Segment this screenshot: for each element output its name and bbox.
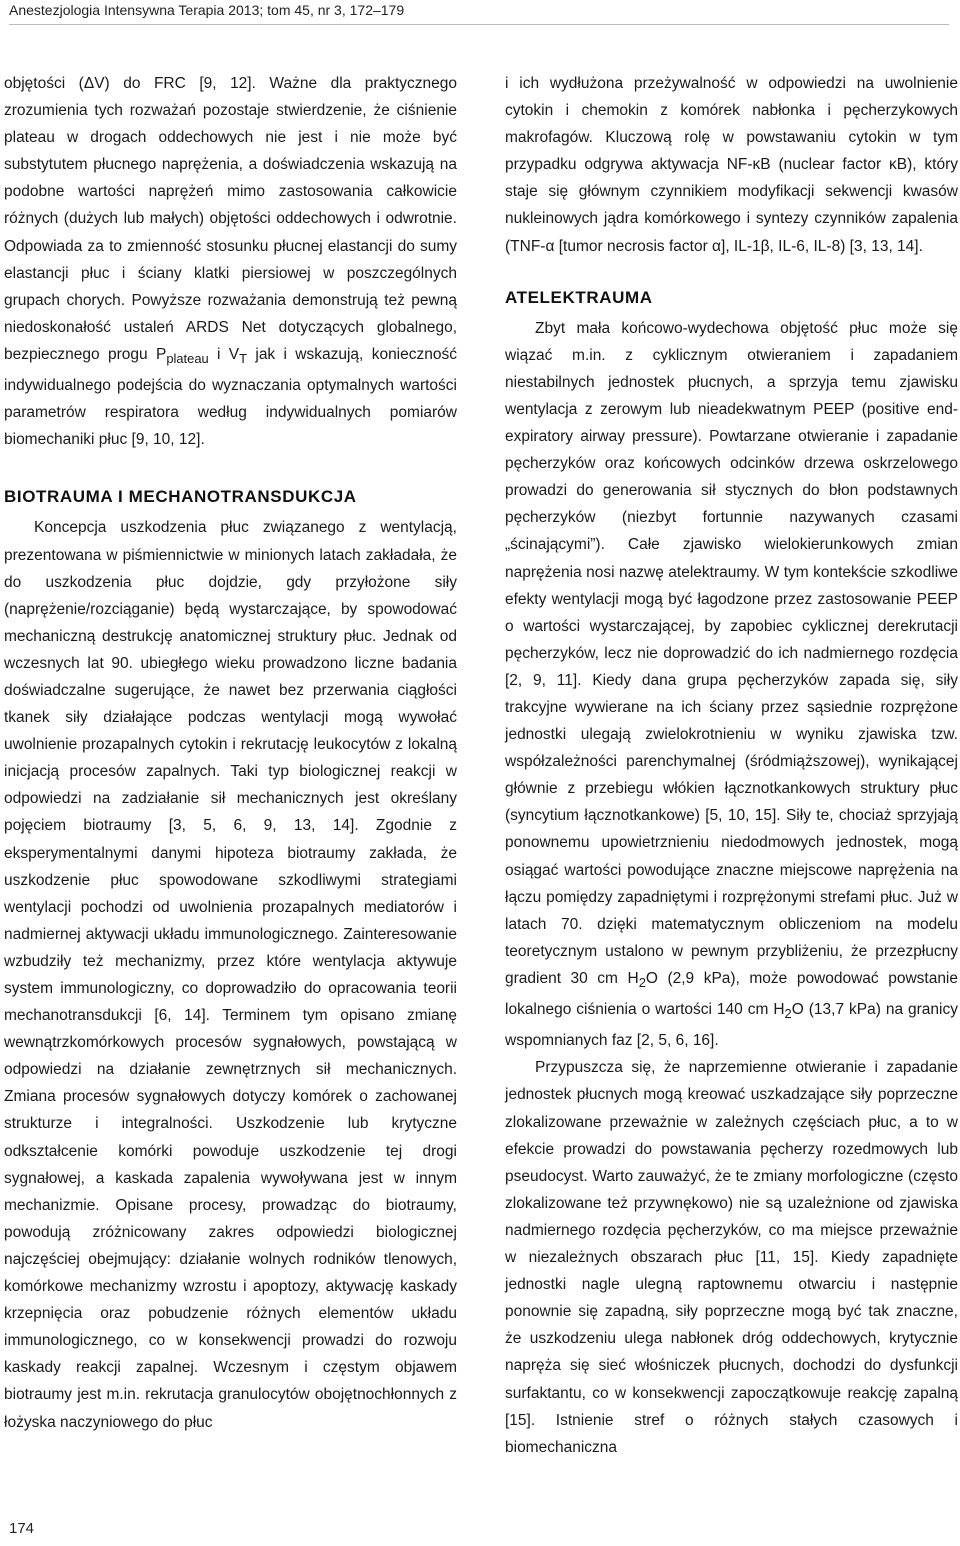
page-number: 174	[9, 1520, 35, 1537]
paragraph	[4, 70, 457, 453]
paragraph-text: O (13,7 kPa) na granicy wspomnianych faz [2, 5, 6, 16].	[505, 1001, 958, 1050]
paragraph	[505, 315, 958, 1055]
paragraph-text: i V	[208, 345, 240, 363]
subscript-plateau: plateau	[166, 351, 209, 367]
section-heading-biotrauma: BIOTRAUMA I MECHANOTRANSDUKCJA	[4, 487, 357, 507]
right-column	[505, 70, 958, 1461]
left-column	[4, 70, 457, 1436]
paragraph-text: Zbyt mała końcowo-wydechowa objętość płuc może się wiązać m.in. z cyklicznym otwieraniem i zapadaniem niestabilnych jednostek płucnych, a sprzyja temu zjawisku wentylacja z zerowym lub nieadekwatnym PEEP (positive end-expiratory airway pressure). Powtarzane otwieranie i zapadanie pęcherzyków oraz końcowych odcinków drzewa oskrzelowego prowadzi do generowania sił stycznych do błon podstawnych pęcherzyków (niezbyt fortunnie nazywanych czasami „ścinającymi”). Całe zjawisko wielokierunkowych zmian naprężenia nosi nazwę atelektraumy. W tym kontekście szkodliwe efekty wentylacji mogą być łagodzone przez zastosowanie PEEP o wartości wystarczającej, by zapobiec cyklicznej derekrutacji pęcherzyków, lecz nie doprowadzić do ich nadmiernego rozdęcia [2, 9, 11]. Kiedy dana grupa pęcherzyków zapada się, siły trakcyjne wywierane na ich ściany przez sąsiednie rozprężone jednostki ulegają zwielokrotnieniu w wyniku zjawiska tzw. współzależności parenchymalnej (śródmiąższowej), wynikającej głównie z przebiegu włókien łącznotkankowych struktury płuc (syncytium łącznotkankowe) [5, 10, 15]. Siły te, chociaż sprzyjają ponownemu upowietrznieniu niedodmowych jednostek, mogą osiągać wartości powodujące znaczne miejscowe naprężenia na łączu pomiędzy zapadniętymi i rozprężonymi strefami płuc. Już w latach 70. dzięki matematycznym obliczeniom na modelu teoretycznym ustalono w pewnym przybliżeniu, że przezpłucny gradient 30 cm H	[505, 319, 958, 987]
section-heading-atelektrauma: ATELEKTRAUMA	[505, 287, 653, 307]
paragraph: Przypuszcza się, że naprzemienne otwieranie i zapadanie jednostek płucnych mogą kreować uszkadzające siły poprzeczne zlokalizowane przeważnie w zależnych częściach płuc, a to w efekcie prowadzi do powstawania pęcherzy rozedmowych lub pseudocyst. Warto zauważyć, że te zmiany morfologiczne (często zlokalizowane też przywnękowo) nie są uzależnione od zjawiska nadmiernego rozdęcia pęcherzyków, co ma miejsce przeważnie w niezależnych obszarach płuc [11, 15]. Kiedy zapadnięte jednostki nagle ulegną raptownemu otwarciu i następnie ponownie się zapadną, siły poprzeczne mogą być tak znaczne, że uszkodzeniu ulega nabłonek dróg oddechowych, krytycznie napręża się sieć włośniczek płucnych, dochodzi do dysfunkcji surfaktantu, co w konsekwencji zapoczątkowuje reakcję zapalną [15]. Istnienie stref o różnych stałych czasowych i biomechaniczna	[505, 1059, 958, 1456]
paragraph-text: O (2,9 kPa), może powodować powstanie lokalnego ciśnienia o wartości 140 cm H	[505, 969, 958, 1019]
subscript-2: 2	[638, 975, 646, 990]
paragraph: i ich wydłużona przeżywalność w odpowiedzi na uwolnienie cytokin i chemokin z komórek nabłonka i pęcherzykowych makrofagów. Kluczową rolę w powstawaniu cytokin w tym przypadku odgrywa aktywacja NF-κB (nuclear factor κB), który staje się głównym czynnikiem modyfikacji sekwencji kwasów nukleinowych jądra komórkowego i syntezy czynników zapalenia (TNF-α [tumor necrosis factor α], IL-1β, IL-6, IL-8) [3, 13, 14].	[505, 75, 958, 255]
journal-header: Anestezjologia Intensywna Terapia 2013; tom 45, nr 3, 172–179	[9, 0, 949, 25]
subscript-t: T	[239, 351, 248, 367]
subscript-2: 2	[784, 1006, 792, 1022]
paragraph-text: jak i wskazują, konieczność indywidualnego podejścia do wyznaczania optymalnych wartości parametrów respiratora według indywidualnych pomiarów biomechaniki płuc [9, 10, 12].	[4, 345, 457, 449]
paragraph: Koncepcja uszkodzenia płuc związanego z wentylacją, prezentowana w piśmiennictwie w minionych latach zakładała, że do uszkodzenia płuc dojdzie, gdy przyłożone siły (naprężenie/rozciąganie) będą wystarczające, by spowodować mechaniczną destrukcję anatomicznej struktury płuc. Jednak od wczesnych lat 90. ubiegłego wieku prowadzono liczne badania doświadczalne sugerujące, że nawet bez przerwania ciągłości tkanek siły działające podczas wentylacji mogą wywołać uwolnienie prozapalnych cytokin i rekrutację leukocytów z lokalną inicjacją procesów zapalnych. Taki typ biologicznej reakcji w odpowiedzi na zadziałanie sił mechanicznych jest określany pojęciem biotraumy [3, 5, 6, 9, 13, 14]. Zgodnie z eksperymentalnymi danymi hipoteza biotraumy zakłada, że uszkodzenie płuc spowodowane szkodliwymi strategiami wentylacji pochodzi od uwolnienia prozapalnych mediatorów i nadmiernej aktywacji układu immunologicznego. Zainteresowanie wzbudziły też mechanizmy, przez które wentylacja aktywuje system immunologiczny, co doprowadziło do opracowania teorii mechanotransdukcji [6, 14]. Terminem tym opisano zmianę wewnątrzkomórkowych procesów sygnałowych, powstającą w odpowiedzi na działanie zewnętrznych sił mechanicznych. Zmiana procesów sygnałowych dotyczy komórek o zachowanej strukturze i integralności. Uszkodzenie lub krytyczne odkształcenie komórki powoduje uszkodzenie tej drogi sygnałowej, a kaskada zapalenia wywoływana jest w innym mechanizmie. Opisane procesy, prowadząc do biotraumy, powodują zróżnicowany zakres odpowiedzi biologicznej najczęściej obejmujący: działanie wolnych rodników tlenowych, komórkowe mechanizmy wzrostu i apoptozy, aktywację kaskady krzepnięcia oraz pobudzenie różnych elementów układu immunologicznego, co w konsekwencji prowadzi do rozwoju kaskady reakcji zapalnej. Wczesnym i częstym objawem biotraumy jest m.in. rekrutacja granulocytów obojętnochłonnych z łożyska naczyniowego do płuc	[4, 519, 457, 1431]
paragraph-text: objętości (ΔV) do FRC [9, 12]. Ważne dla praktycznego zrozumienia tych rozważań pozostaje stwierdzenie, że ciśnienie plateau w drogach oddechowych nie jest i nie może być substytutem płucnego naprężenia, a doświadczenia wskazują na podobne wartości naprężeń mimo zastosowania całkowicie różnych (dużych lub małych) objętości oddechowych i odwrotnie. Odpowiada za to zmienność stosunku płucnej elastancji do sumy elastancji płuc i ściany klatki piersiowej w poszczególnych grupach chorych. Powyższe rozważania demonstrują też pewną niedoskonałość ustaleń ARDS Net dotyczących globalnego, bezpiecznego progu P	[4, 75, 457, 363]
